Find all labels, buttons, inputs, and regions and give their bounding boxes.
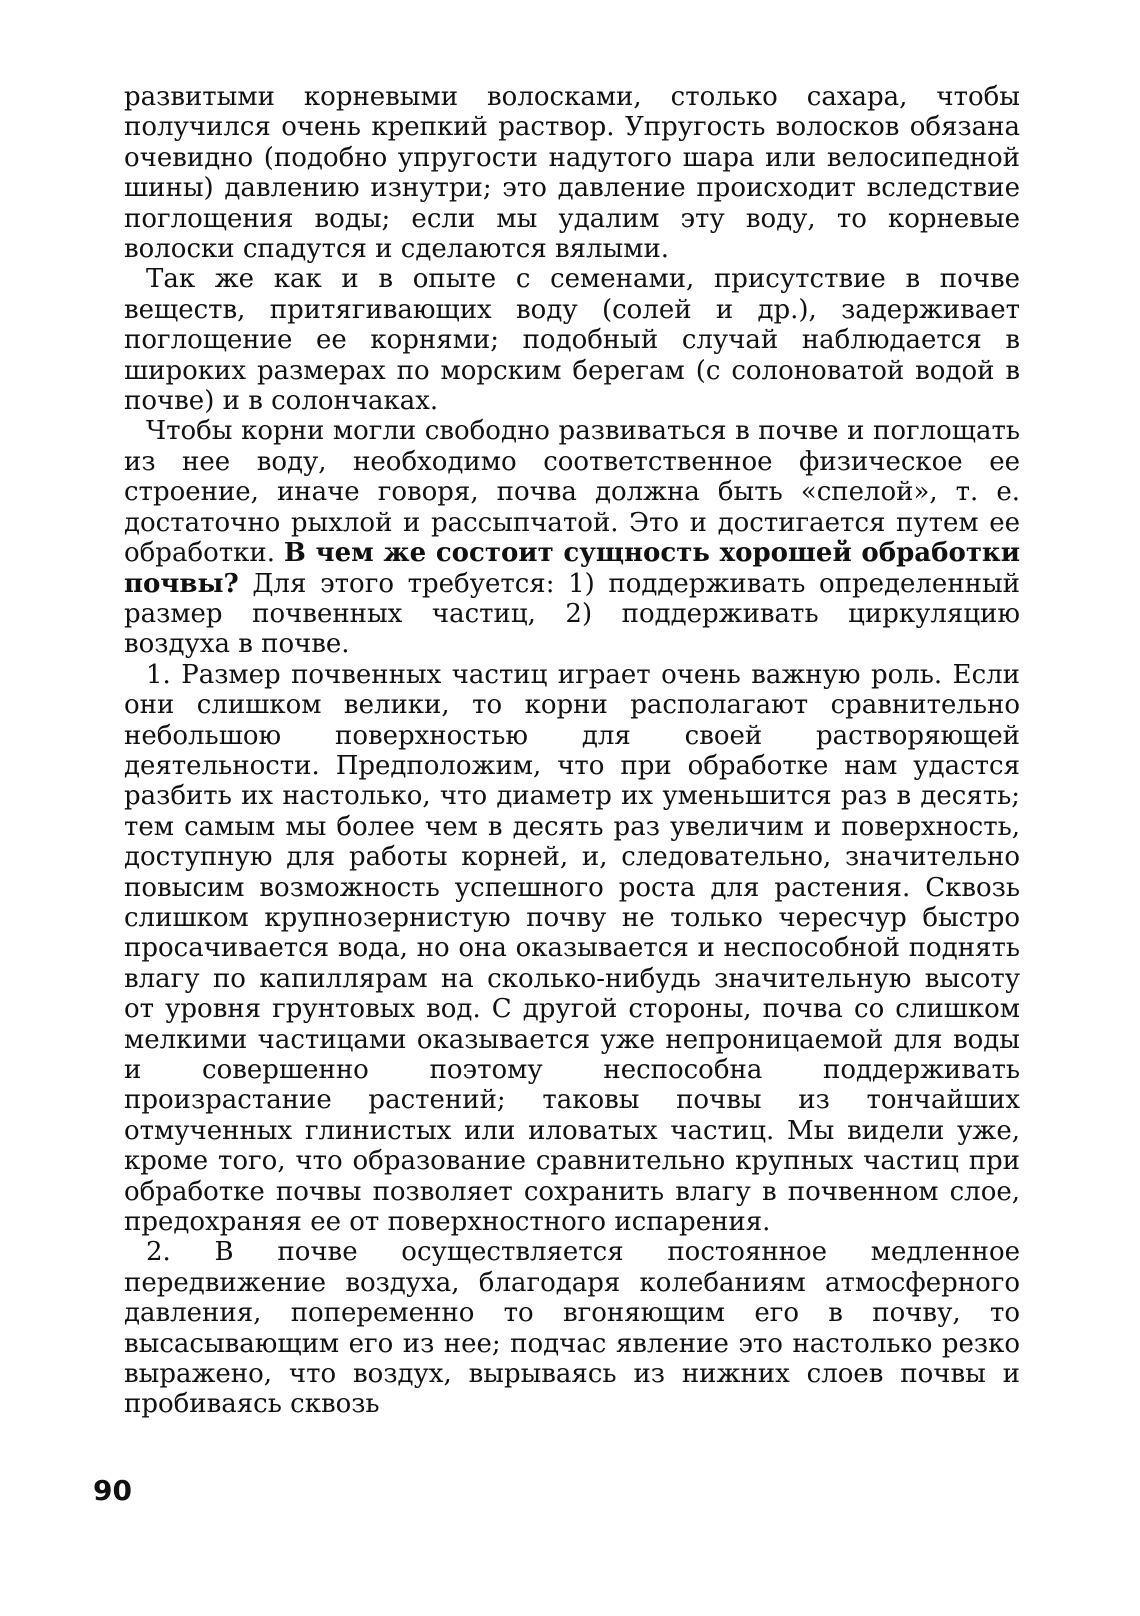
- body-text: [124, 82, 1020, 1420]
- page-number: 90: [93, 1474, 132, 1507]
- paragraph-3: [124, 416, 1020, 659]
- paragraph-1: развитыми корневыми волосками, столько сахара, чтобы получился очень крепкий раствор. Упругость волосков обязана очевидно (подобно упругости надутого шара или велосипедной шины) давлению изнутри; это давление происходит вследствие поглощения воды; если мы удалим эту воду, то корневые волоски спадутся и сделаются вялыми.: [124, 82, 1020, 265]
- paragraph-3-tail: Для этого требуется: 1) поддерживать определенный размер почвенных частиц, 2) поддерживать циркуляцию воздуха в почве.: [124, 568, 1021, 660]
- paragraph-3-lead: Чтобы корни могли свободно развиваться в почве и поглощать из нее воду, необходимо соответственное физическое ее строение, иначе говоря, почва должна быть «спелой», т. е. достаточно рыхлой и рассыпчатой. Это и достигается путем ее обработки.: [124, 416, 1020, 569]
- paragraph-4: 1. Размер почвенных частиц играет очень важную роль. Если они слишком велики, то корни располагают сравнительно небольшою поверхностью для своей растворяющей деятельности. Предположим, что при обработке нам удастся разбить их настолько, что диаметр их уменьшится раз в десять; тем самым мы более чем в десять раз увеличим и поверхность, доступную для работы корней, и, следовательно, значительно повысим возможность успешного роста для растения. Сквозь слишком крупнозернистую почву не только чересчур быстро просачивается вода, но она оказывается и неспособной поднять влагу по капиллярам на сколько-нибудь значительную высоту от уровня грунтовых вод. С другой стороны, почва со слишком мелкими частицами оказывается уже непроницаемой для воды и совершенно поэтому неспособна поддерживать произрастание растений; таковы почвы из тончайших отмученных глинистых или иловатых частиц. Мы видели уже, кроме того, что образование сравнительно крупных частиц при обработке почвы позволяет сохранить влагу в почвенном слое, предохраняя ее от поверхностного испарения.: [124, 659, 1020, 1238]
- paragraph-5: 2. В почве осуществляется постоянное медленное передвижение воздуха, благодаря колебаниям атмосферного давления, попеременно то вгоняющим его в почву, то высасывающим его из нее; подчас явление это настолько резко выражено, что воздух, вырываясь из нижних слоев почвы и пробиваясь сквозь: [124, 1237, 1020, 1420]
- paragraph-2: Так же как и в опыте с семенами, присутствие в почве веществ, притягивающих воду (солей и др.), задерживает поглощение ее корнями; подобный случай наблюдается в широких размерах по морским берегам (с солоноватой водой в почве) и в солончаках.: [124, 264, 1020, 417]
- paragraph-3-bold-question: В чем же состоит сущность хорошей обработки почвы?: [124, 538, 1020, 599]
